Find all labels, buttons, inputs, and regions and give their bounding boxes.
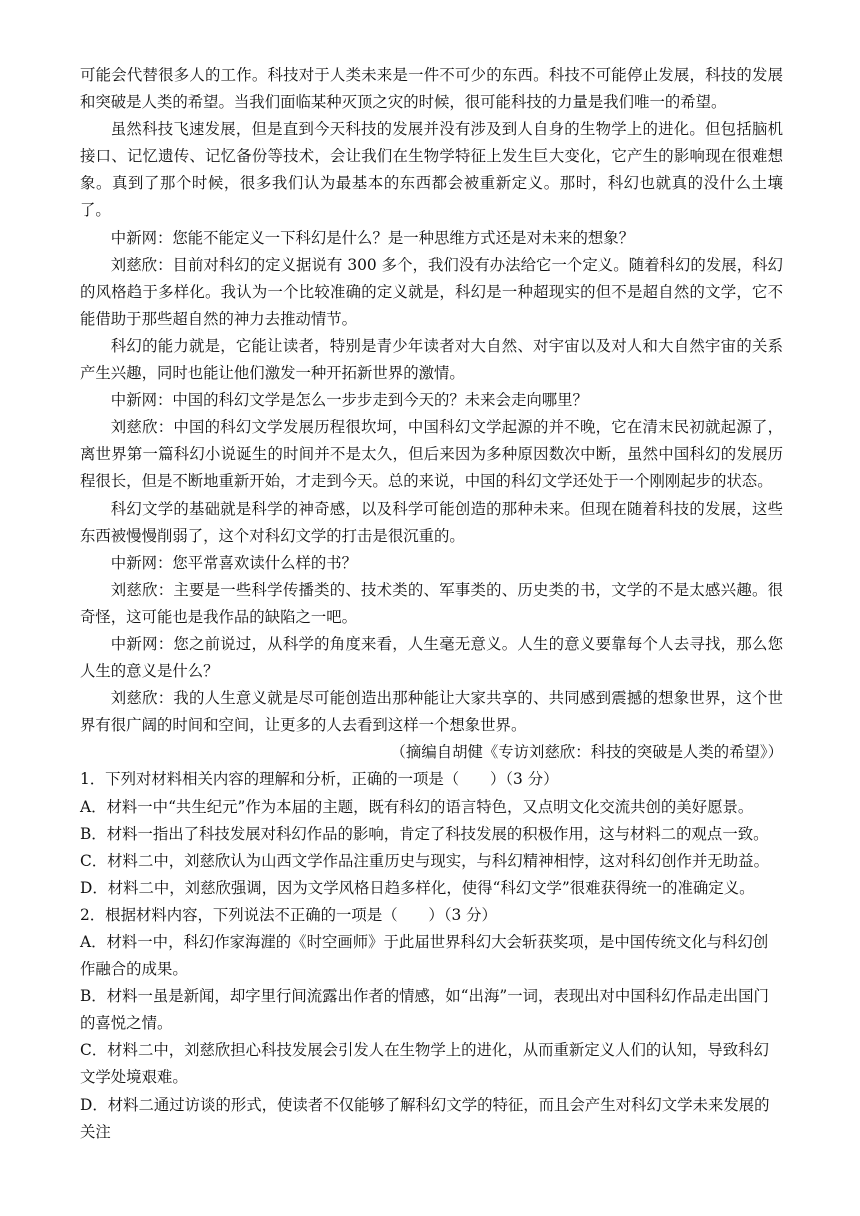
interview-answer: 刘慈欣：中国的科幻文学发展历程很坎坷，中国科幻文学起源的并不晚，它在清末民初就起源了，离世界第一篇科幻小说诞生的时间并不是太久，但后来因为多种原因数次中断，虽然中国科幻的发展历程很长，但是不断地重新开始，才走到今天。总的来说，中国的科幻文学还处于一个刚刚起步的状态。 xyxy=(80,418,783,491)
option-d: D．材料二中，刘慈欣强调，因为文学风格日趋多样化，使得“科幻文学”很难获得统一的准确定义。 xyxy=(80,878,755,897)
option-a: A．材料一中，科幻作家海漄的《时空画师》于此届世界科幻大会斩获奖项，是中国传统文化与科幻创作融合的成果。 xyxy=(80,933,769,979)
interview-question: 中新网：您之前说过，从科学的角度来看，人生毫无意义。人生的意义要靠每个人去寻找，那么您人生的意义是什么？ xyxy=(80,634,783,681)
interview-answer: 刘慈欣：主要是一些科学传播类的、技术类的、军事类的、历史类的书，文学的不是太感兴趣。很奇怪，这可能也是我作品的缺陷之一吧。 xyxy=(80,580,783,626)
interview-answer: 刘慈欣：目前对科幻的定义据说有 300 多个，我们没有办法给它一个定义。随着科幻的发展，科幻的风格趋于多样化。我认为一个比较准确的定义就是，科幻是一种超现实的但不是超自然的文学，它不能借助于那些超自然的神力去推动情节。 xyxy=(80,255,783,328)
option-b: B．材料一指出了科技发展对科幻作品的影响，肯定了科技发展的积极作用，这与材料二的观点一致。 xyxy=(80,824,769,843)
article-paragraph: 科幻文学的基础就是科学的神奇感，以及科学可能创造的那种未来。但现在随着科技的发展，这些东西被慢慢削弱了，这个对科幻文学的打击是很沉重的。 xyxy=(80,499,783,545)
interview-question: 中新网：您平常喜欢读什么样的书？ xyxy=(110,553,358,572)
document-page xyxy=(80,62,783,1146)
option-c: C．材料二中，刘慈欣认为山西文学作品注重历史与现实，与科幻精神相悖，这对科幻创作并无助益。 xyxy=(80,851,769,870)
interview-question: 中新网：中国的科幻文学是怎么一步步走到今天的？未来会走向哪里？ xyxy=(110,391,588,410)
interview-answer: 刘慈欣：我的人生意义就是尽可能创造出那种能让大家共享的、共同感到震撼的想象世界，这个世界有很广阔的时间和空间，让更多的人去看到这样一个想象世界。 xyxy=(80,689,783,735)
article xyxy=(80,62,783,766)
option-c: C．材料二中，刘慈欣担心科技发展会引发人在生物学上的进化，从而重新定义人们的认知，导致科幻文学处境艰难。 xyxy=(80,1041,769,1087)
article-paragraph: 可能会代替很多人的工作。科技对于人类未来是一件不可少的东西。科技不可能停止发展，科技的发展和突破是人类的希望。当我们面临某种灭顶之灾的时候，很可能科技的力量是我们唯一的希望。 xyxy=(80,66,783,112)
article-paragraph: 科幻的能力就是，它能让读者，特别是青少年读者对大自然、对宇宙以及对人和大自然宇宙的关系产生兴趣，同时也能让他们激发一种开拓新世界的激情。 xyxy=(80,336,783,383)
question-stem: 2．根据材料内容，下列说法不正确的一项是（ ）（3 分） xyxy=(80,905,497,924)
question-2 xyxy=(80,902,783,1146)
article-source: （摘编自胡健《专访刘慈欣：科技的突破是人类的希望》） xyxy=(390,743,783,762)
option-a: A．材料一中“共生纪元”作为本届的主题，既有科幻的语言特色，又点明文化交流共创的美好愿景。 xyxy=(80,797,754,816)
question-1 xyxy=(80,766,783,901)
question-stem: 1．下列对材料相关内容的理解和分析，正确的一项是（ ）（3 分） xyxy=(80,770,559,789)
option-d: D．材料二通过访谈的形式，使读者不仅能够了解科幻文学的特征，而且会产生对科幻文学未来发展的关注 xyxy=(80,1095,770,1141)
interview-question: 中新网：您能不能定义一下科幻是什么？是一种思维方式还是对未来的想象？ xyxy=(110,228,635,247)
option-b: B．材料一虽是新闻，却字里行间流露出作者的情感，如“出海”一词，表现出对中国科幻作品走出国门的喜悦之情。 xyxy=(80,987,769,1033)
article-paragraph: 虽然科技飞速发展，但是直到今天科技的发展并没有涉及到人自身的生物学上的进化。但包括脑机接口、记忆遗传、记忆备份等技术，会让我们在生物学特征上发生巨大变化，它产生的影响现在很难想象。真到了那个时候，很多我们认为最基本的东西都会被重新定义。那时，科幻也就真的没什么土壤了。 xyxy=(80,120,783,220)
